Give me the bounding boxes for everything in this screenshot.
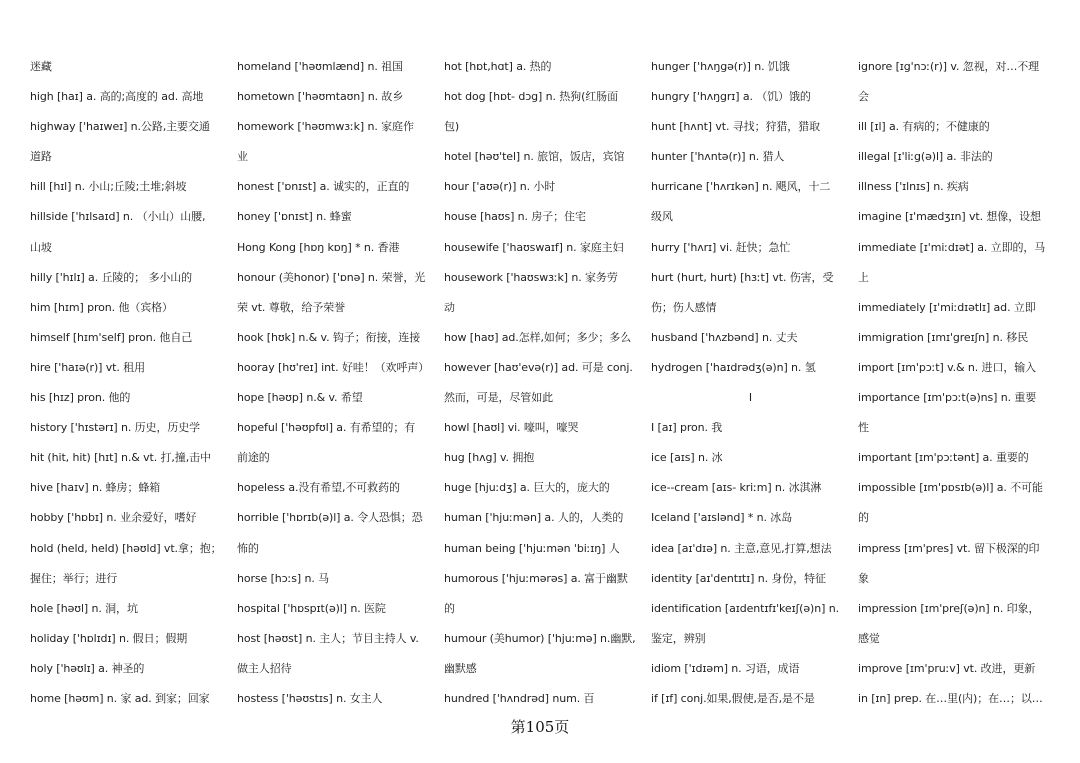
entry-line: 山坡 xyxy=(30,240,52,254)
word-columns xyxy=(30,52,1055,714)
entry-line: 道路 xyxy=(30,150,52,164)
entry-line: identity [aɪ'dentɪtɪ] n. 身份，特征 xyxy=(651,571,826,585)
entry-line: ill [ɪl] a. 有病的；不健康的 xyxy=(858,120,990,134)
entry-line: homework ['həʊmwɜːk] n. 家庭作 xyxy=(237,120,414,134)
entry-line: hospital ['hɒspɪt(ə)l] n. 医院 xyxy=(237,601,386,615)
entry-line: idiom ['ɪdɪəm] n. 习语，成语 xyxy=(651,661,800,675)
entry-line: hunger ['hʌŋgə(r)] n. 饥饿 xyxy=(651,60,790,73)
column-2 xyxy=(237,52,436,714)
entry-line: hit (hit, hit) [hɪt] n.& vt. 打,撞,击中 xyxy=(30,451,211,465)
entry-line: imagine [ɪ'mædʒɪn] vt. 想像，设想 xyxy=(858,210,1041,224)
entry-line: 前途的 xyxy=(237,451,270,465)
entry-line: his [hɪz] pron. 他的 xyxy=(30,391,131,405)
entry-line: hook [hʊk] n.& v. 钩子；衔接，连接 xyxy=(237,330,421,344)
entry-line: impossible [ɪm'pɒsɪb(ə)l] a. 不可能 xyxy=(858,481,1043,495)
entry-line: in [ɪn] prep. 在…里(内)；在…；以… xyxy=(858,691,1043,705)
entry-line: illegal [ɪ'liːg(ə)l] a. 非法的 xyxy=(858,150,993,164)
entry-line: 的 xyxy=(858,511,869,525)
entry-line: 然而，可是，尽管如此 xyxy=(444,391,553,405)
entry-line: immediately [ɪ'miːdɪətlɪ] ad. 立即 xyxy=(858,300,1036,314)
entry-line: hot dog [hɒt- dɔg] n. 热狗(红肠面 xyxy=(444,90,618,104)
entry-line: hydrogen ['haɪdrədʒ(ə)n] n. 氢 xyxy=(651,360,816,374)
entry-line: illness ['ɪlnɪs] n. 疾病 xyxy=(858,180,969,194)
entry-line: hurricane ['hʌrɪkən] n. 飓风，十二 xyxy=(651,180,831,194)
entry-line: Hong Kong [hɒŋ kɒŋ] * n. 香港 xyxy=(237,240,400,254)
entry-line: hope [həʊp] n.& v. 希望 xyxy=(237,391,363,405)
entry-line: hold (held, held) [həʊld] vt.拿；抱； xyxy=(30,541,222,555)
entry-line: huge [hjuːdʒ] a. 巨大的，庞大的 xyxy=(444,481,610,495)
entry-line: 伤；伤人感情 xyxy=(651,300,717,314)
entry-line: 感觉 xyxy=(858,631,880,645)
entry-line: hillside ['hɪlsaɪd] n. （小山）山腰, xyxy=(30,210,206,224)
entry-line: hurt (hurt, hurt) [hɜːt] vt. 伤害，受 xyxy=(651,270,834,284)
entry-line: history ['hɪstərɪ] n. 历史，历史学 xyxy=(30,421,201,435)
entry-line: 迷藏 xyxy=(30,60,52,73)
entry-line: import [ɪm'pɔːt] v.& n. 进口，输入 xyxy=(858,360,1037,374)
entry-line: important [ɪm'pɔːtənt] a. 重要的 xyxy=(858,451,1029,465)
entry-line: 的 xyxy=(444,601,455,615)
entry-line: hunter ['hʌntə(r)] n. 猎人 xyxy=(651,150,785,164)
entry-line: horse [hɔːs] n. 马 xyxy=(237,571,330,585)
entry-line: identification [aɪdentɪfɪ'keɪʃ(ə)n] n. xyxy=(651,601,839,615)
entry-line: housewife ['haʊswaɪf] n. 家庭主妇 xyxy=(444,240,624,254)
entry-line: honest ['ɒnɪst] a. 诚实的，正直的 xyxy=(237,180,410,194)
entry-line: hostess ['həʊstɪs] n. 女主人 xyxy=(237,691,383,705)
entry-line: if [ɪf] conj.如果,假使,是否,是不是 xyxy=(651,691,815,705)
entry-line: however [haʊ'evə(r)] ad. 可是 conj. xyxy=(444,360,633,374)
entry-line: house [haʊs] n. 房子；住宅 xyxy=(444,210,586,224)
entry-line: hot [hɒt,hɑt] a. 热的 xyxy=(444,60,552,73)
entry-line: humour (美humor) ['hjuːmə] n.幽默, xyxy=(444,631,636,645)
entry-line: hopeful ['həʊpfʊl] a. 有希望的；有 xyxy=(237,421,416,435)
entry-line: horrible ['hɒrɪb(ə)l] a. 令人恐惧；恐 xyxy=(237,511,423,525)
entry-line: hundred ['hʌndrəd] num. 百 xyxy=(444,691,595,705)
entry-line: 荣 vt. 尊敬，给予荣誉 xyxy=(237,300,346,314)
entry-line: 上 xyxy=(858,270,869,284)
entry-line: improve [ɪm'pruːv] vt. 改进，更新 xyxy=(858,661,1036,675)
entry-line: ice [aɪs] n. 冰 xyxy=(651,451,723,465)
entry-line: 做主人招待 xyxy=(237,661,292,675)
entry-line: 象 xyxy=(858,571,869,585)
entry-line: 性 xyxy=(858,421,869,435)
entry-line: Iceland ['aɪslənd] * n. 冰岛 xyxy=(651,511,793,525)
entry-line: 动 xyxy=(444,300,455,314)
entry-line: host [həʊst] n. 主人；节目主持人 v. xyxy=(237,631,419,645)
entry-line: 怖的 xyxy=(237,541,259,555)
entry-line: hungry ['hʌŋgrɪ] a. （饥）饿的 xyxy=(651,90,811,104)
entry-line: importance [ɪm'pɔːt(ə)ns] n. 重要 xyxy=(858,391,1037,405)
entry-line: home [həʊm] n. 家 ad. 到家；回家 xyxy=(30,691,210,705)
entry-line: hotel [həʊ'tel] n. 旅馆，饭店，宾馆 xyxy=(444,150,625,164)
column-4 xyxy=(651,52,850,714)
entry-line: himself [hɪm'self] pron. 他自己 xyxy=(30,330,193,344)
entry-line: hooray [hʊ'reɪ] int. 好哇！（欢呼声） xyxy=(237,360,430,374)
entry-line: 握住；举行；进行 xyxy=(30,571,118,585)
entry-line: humorous ['hjuːmərəs] a. 富于幽默 xyxy=(444,571,628,585)
entry-line: 级风 xyxy=(651,210,673,224)
entry-line: hobby ['hɒbɪ] n. 业余爱好，嗜好 xyxy=(30,511,197,525)
entry-line: highway ['haɪweɪ] n.公路,主要交通 xyxy=(30,120,210,134)
column-3 xyxy=(444,52,643,714)
entry-line: 业 xyxy=(237,150,248,164)
entry-line: howl [haʊl] vi. 嚎叫，嚎哭 xyxy=(444,421,579,435)
entry-line: holiday ['hɒlɪdɪ] n. 假日；假期 xyxy=(30,631,188,645)
entry-line: hopeless a.没有希望,不可救药的 xyxy=(237,481,400,495)
entry-line: homeland ['həʊmlænd] n. 祖国 xyxy=(237,60,403,73)
column-5 xyxy=(858,52,1058,714)
entry-line: impress [ɪm'pres] vt. 留下极深的印 xyxy=(858,541,1040,555)
entry-line: hilly ['hɪlɪ] a. 丘陵的； 多小山的 xyxy=(30,270,193,284)
entry-line: I [aɪ] pron. 我 xyxy=(651,421,723,435)
entry-line: housework ['haʊswɜːk] n. 家务劳 xyxy=(444,270,618,284)
entry-line: hometown ['həʊmtaʊn] n. 故乡 xyxy=(237,90,404,104)
entry-line: husband ['hʌzbənd] n. 丈夫 xyxy=(651,330,798,344)
entry-line: high [haɪ] a. 高的;高度的 ad. 高地 xyxy=(30,90,204,104)
entry-line: him [hɪm] pron. 他（宾格） xyxy=(30,300,173,314)
entry-line: honey ['ɒnɪst] n. 蜂蜜 xyxy=(237,210,352,224)
column-1 xyxy=(30,52,229,714)
entry-line: hunt [hʌnt] vt. 寻找；狩猎，猎取 xyxy=(651,120,820,134)
page-number: 第105页 xyxy=(510,718,570,736)
entry-line: 会 xyxy=(858,90,869,104)
entry-line: idea [aɪ'dɪə] n. 主意,意见,打算,想法 xyxy=(651,541,832,555)
entry-line: immigration [ɪmɪ'greɪʃn] n. 移民 xyxy=(858,330,1029,344)
entry-line: impression [ɪm'preʃ(ə)n] n. 印象， xyxy=(858,601,1040,615)
entry-line: hole [həʊl] n. 洞，坑 xyxy=(30,601,138,615)
entry-line: hour ['aʊə(r)] n. 小时 xyxy=(444,180,556,194)
entry-line: holy ['həʊlɪ] a. 神圣的 xyxy=(30,661,145,675)
entry-line: immediate [ɪ'miːdɪət] a. 立即的，马 xyxy=(858,240,1046,254)
entry-line: I xyxy=(748,391,753,405)
entry-line: 鉴定，辨别 xyxy=(651,631,706,645)
entry-line: human ['hjuːmən] a. 人的，人类的 xyxy=(444,511,624,525)
entry-line: hill [hɪl] n. 小山;丘陵;土堆;斜坡 xyxy=(30,180,187,194)
entry-line: hive [haɪv] n. 蜂房；蜂箱 xyxy=(30,481,161,495)
entry-line: how [haʊ] ad.怎样,如何；多少；多么 xyxy=(444,330,632,344)
entry-line: ice--cream [aɪs- kriːm] n. 冰淇淋 xyxy=(651,481,822,495)
entry-line: ignore [ɪg'nɔː(r)] v. 忽视，对…不理 xyxy=(858,60,1040,73)
entry-line: 包) xyxy=(444,120,460,134)
entry-line: hire ['haɪə(r)] vt. 租用 xyxy=(30,360,145,374)
entry-line: human being ['hjuːmən 'biːɪŋ] 人 xyxy=(444,541,620,555)
entry-line: 幽默感 xyxy=(444,661,477,675)
entry-line: hurry ['hʌrɪ] vi. 赶快；急忙 xyxy=(651,240,791,254)
entry-line: hug [hʌg] v. 拥抱 xyxy=(444,451,535,465)
entry-line: honour (美honor) ['ɒnə] n. 荣誉，光 xyxy=(237,270,426,284)
